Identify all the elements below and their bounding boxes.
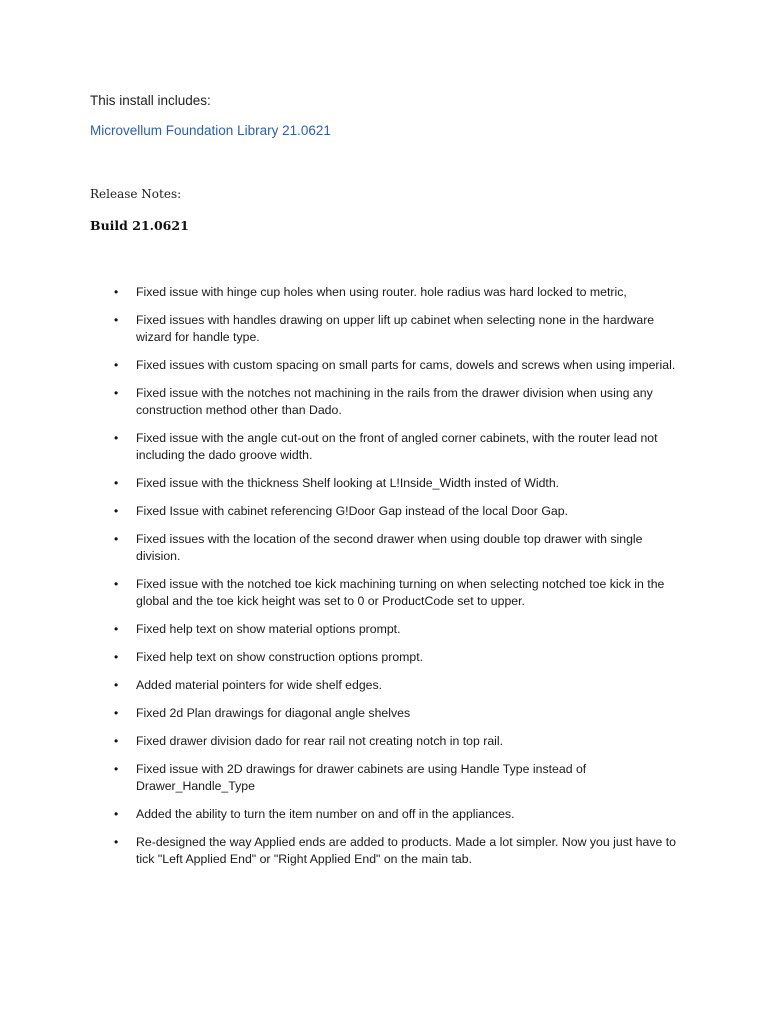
list-item: [114, 621, 684, 638]
bullet-icon: •: [114, 386, 119, 400]
list-item: [114, 806, 684, 823]
intro-text: This install includes:: [90, 93, 211, 108]
list-item: [114, 649, 684, 666]
bullet-icon: •: [114, 532, 119, 546]
list-item-text: Fixed drawer division dado for rear rail not creating notch in top rail.: [136, 734, 504, 748]
list-item-text: Fixed issue with the angle cut-out on the front of angled corner cabinets, with the router lead not including the dado groove width.: [136, 431, 658, 462]
list-item-text: Fixed 2d Plan drawings for diagonal angle shelves: [136, 706, 411, 720]
list-item-text: Fixed issues with handles drawing on upper lift up cabinet when selecting none in the hardware wizard for handle type.: [136, 313, 655, 344]
list-item: [114, 761, 684, 795]
list-item-text: Fixed issues with the location of the second drawer when using double top drawer with single division.: [136, 532, 643, 563]
bullet-icon: •: [114, 285, 119, 299]
list-item-text: Fixed issues with custom spacing on small parts for cams, dowels and screws when using imperial.: [136, 358, 676, 372]
list-item: [114, 503, 684, 520]
list-item-text: Fixed issue with the notched toe kick machining turning on when selecting notched toe kick in the global and the toe kick height was set to 0 or ProductCode set to upper.: [136, 577, 665, 608]
list-item: [114, 733, 684, 750]
list-item-text: Added material pointers for wide shelf edges.: [136, 678, 383, 692]
list-item: [114, 475, 684, 492]
list-item: [114, 312, 684, 346]
release-notes-heading: Release Notes:: [90, 187, 182, 201]
list-item: [114, 834, 684, 868]
list-item: [114, 357, 684, 374]
list-item-text: Fixed Issue with cabinet referencing G!Door Gap instead of the local Door Gap.: [136, 504, 568, 518]
list-item-text: Fixed issue with the thickness Shelf looking at L!Inside_Width insted of Width.: [136, 476, 560, 490]
build-heading: Build 21.0621: [90, 218, 189, 233]
list-item: [114, 677, 684, 694]
bullet-icon: •: [114, 835, 119, 849]
list-item: [114, 430, 684, 464]
list-item: [114, 531, 684, 565]
bullet-icon: •: [114, 734, 119, 748]
bullet-icon: •: [114, 313, 119, 327]
list-item-text: Fixed help text on show material options prompt.: [136, 622, 401, 636]
release-notes-list: [114, 284, 684, 879]
list-item-text: Fixed issue with 2D drawings for drawer cabinets are using Handle Type instead of Drawer_Handle_Type: [136, 762, 587, 793]
bullet-icon: •: [114, 476, 119, 490]
bullet-icon: •: [114, 807, 119, 821]
list-item: [114, 284, 684, 301]
list-item: [114, 385, 684, 419]
bullet-icon: •: [114, 504, 119, 518]
bullet-icon: •: [114, 762, 119, 776]
list-item-text: Added the ability to turn the item number on and off in the appliances.: [136, 807, 515, 821]
bullet-icon: •: [114, 706, 119, 720]
library-link[interactable]: Microvellum Foundation Library 21.0621: [90, 123, 331, 138]
list-item-text: Fixed help text on show construction options prompt.: [136, 650, 424, 664]
list-item-text: Fixed issue with hinge cup holes when using router. hole radius was hard locked to metric,: [136, 285, 627, 299]
list-item: [114, 576, 684, 610]
list-item-text: Re-designed the way Applied ends are added to products. Made a lot simpler. Now you just have to tick "Left Applied End" or "Right Applied End" on the main tab.: [136, 835, 677, 866]
bullet-icon: •: [114, 650, 119, 664]
bullet-icon: •: [114, 622, 119, 636]
list-item-text: Fixed issue with the notches not machining in the rails from the drawer division when using any construction method other than Dado.: [136, 386, 653, 417]
bullet-icon: •: [114, 431, 119, 445]
bullet-icon: •: [114, 577, 119, 591]
bullet-icon: •: [114, 358, 119, 372]
bullet-icon: •: [114, 678, 119, 692]
list-item: [114, 705, 684, 722]
